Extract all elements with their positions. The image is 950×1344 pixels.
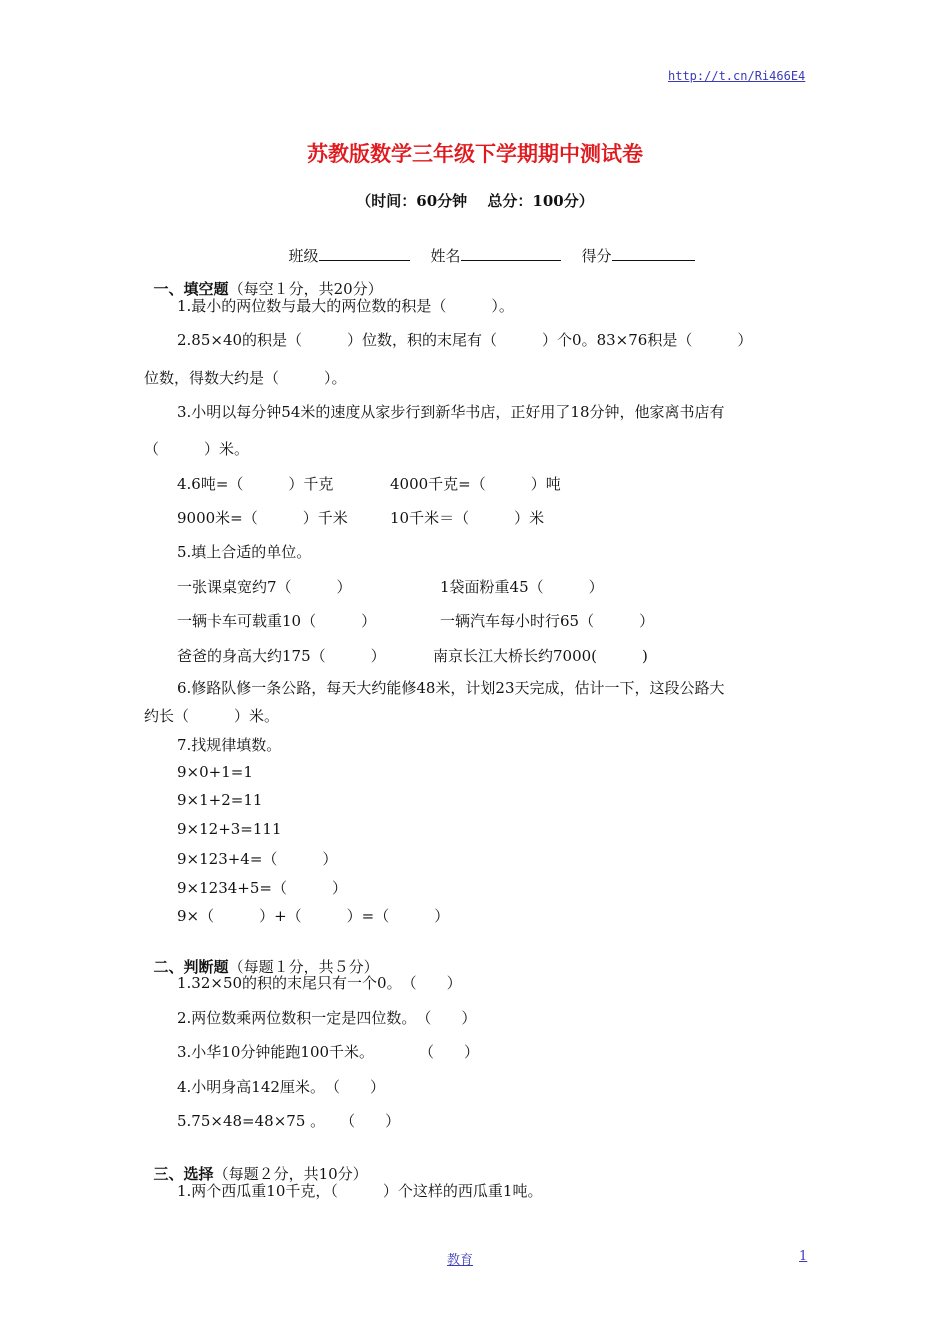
s1-q7-b: 9×1+2=11 — [177, 791, 263, 809]
class-label: 班级 — [288, 247, 319, 265]
s1-q7-a: 9×0+1=1 — [177, 763, 253, 781]
section-1-note: （每空１分，共20分） — [228, 280, 383, 298]
s1-q2-line2: 位数，得数大约是（ ）。 — [144, 369, 347, 387]
s1-q2-line1: 2.85×40的积是（ ）位数，积的末尾有（ ）个0。83×76积是（ ） — [177, 331, 753, 349]
section-3-title: 三、选择 — [153, 1165, 214, 1183]
s2-q3: 3.小华10分钟能跑100千米。 （ ） — [177, 1043, 480, 1061]
score-blank — [612, 244, 695, 261]
s1-q5-b1: 一辆卡车可载重10（ ） — [177, 612, 377, 630]
s1-q5: 5.填上合适的单位。 — [177, 543, 312, 561]
page-title: 苏教版数学三年级下学期期中测试卷 — [307, 142, 643, 166]
s2-q1: 1.32×50的积的末尾只有一个0。 （ ） — [177, 974, 462, 992]
s1-q5-c2: 南京长江大桥长约7000( ) — [433, 647, 648, 665]
s1-q5-a2: 1袋面粉重45（ ） — [440, 578, 604, 596]
s1-q5-a1: 一张课桌宽约7（ ） — [177, 578, 352, 596]
header-link[interactable]: http://t.cn/Ri466E4 — [668, 69, 806, 83]
section-1-heading — [144, 260, 383, 299]
section-3-heading — [144, 1145, 368, 1184]
s3-q1: 1.两个西瓜重10千克，（ ）个这样的西瓜重1吨。 — [177, 1182, 543, 1200]
section-2-title: 二、判断题 — [153, 958, 229, 976]
s1-q3-line2: （ ）米。 — [144, 440, 250, 458]
section-1-title: 一、填空题 — [153, 280, 229, 298]
page-number: 1 — [799, 1249, 808, 1264]
s1-q4-b2: 10千米＝（ ）米 — [390, 509, 545, 527]
s1-q6-line2: 约长（ ）米。 — [144, 707, 280, 725]
class-blank — [319, 244, 410, 261]
s1-q4-a1: 4.6吨=（ ）千克 — [177, 475, 334, 493]
s2-q2: 2.两位数乘两位数积一定是四位数。 （ ） — [177, 1009, 477, 1027]
s2-q4: 4.小明身高142厘米。 （ ） — [177, 1078, 385, 1096]
s1-q7-f: 9×（ ）+（ ）=（ ） — [177, 907, 450, 925]
exam-subtitle: （时间：60分钟 总分：100分） — [356, 192, 594, 210]
s1-q7: 7.找规律填数。 — [177, 736, 282, 754]
name-field — [421, 226, 561, 266]
s1-q3-line1: 3.小明以每分钟54米的速度从家步行到新华书店，正好用了18分钟，他家离书店有 — [177, 403, 725, 421]
name-label: 姓名 — [430, 247, 461, 265]
s1-q4-b1: 9000米=（ ）千米 — [177, 509, 348, 527]
s1-q6-line1: 6.修路队修一条公路，每天大约能修48米，计划23天完成，估计一下，这段公路大 — [177, 679, 725, 697]
s1-q4-a2: 4000千克=（ ）吨 — [390, 475, 561, 493]
s1-q5-c1: 爸爸的身高大约175（ ） — [177, 647, 386, 665]
score-field — [572, 226, 695, 266]
score-label: 得分 — [581, 247, 612, 265]
section-2-note: （每题１分，共５分） — [228, 958, 379, 976]
s1-q5-b2: 一辆汽车每小时行65（ ） — [440, 612, 655, 630]
name-blank — [461, 244, 561, 261]
s2-q5: 5.75×48=48×75 。 （ ） — [177, 1112, 401, 1130]
s1-q7-e: 9×1234+5=（ ） — [177, 879, 347, 897]
s1-q7-d: 9×123+4=（ ） — [177, 850, 338, 868]
s1-q1: 1.最小的两位数与最大的两位数的积是（ ）。 — [177, 297, 514, 315]
footer-link[interactable]: 教育 — [447, 1253, 474, 1268]
s1-q7-c: 9×12+3=111 — [177, 820, 282, 838]
section-3-note: （每题２分，共10分） — [213, 1165, 368, 1183]
